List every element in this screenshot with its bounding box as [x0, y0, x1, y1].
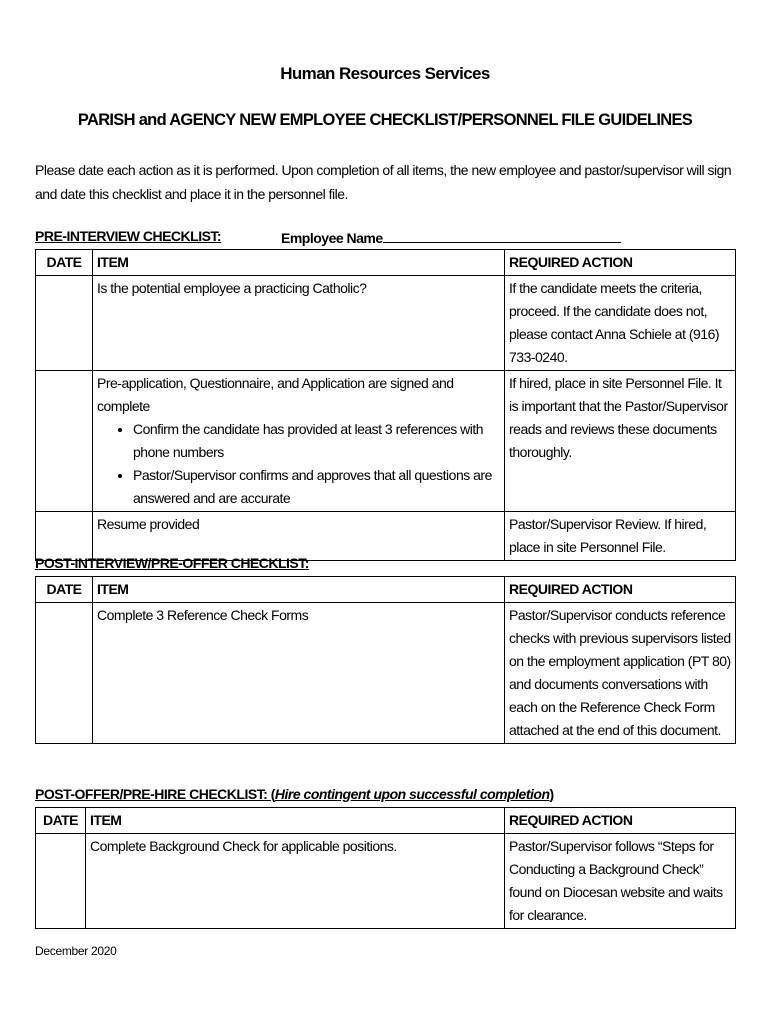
action-column-header: REQUIRED ACTION — [505, 808, 736, 834]
table-row — [36, 834, 736, 929]
date-column-header: DATE — [36, 808, 86, 834]
employee-name-field[interactable] — [281, 228, 621, 246]
action-column-header: REQUIRED ACTION — [505, 250, 736, 276]
date-cell[interactable] — [36, 371, 93, 512]
post-offer-table — [35, 807, 736, 929]
item-cell — [93, 371, 505, 512]
item-cell: Resume provided — [93, 512, 505, 561]
item-column-header: ITEM — [93, 577, 505, 603]
item-column-header: ITEM — [86, 808, 505, 834]
footer-date: December 2020 — [35, 944, 117, 958]
table-row — [36, 603, 736, 744]
date-cell[interactable] — [36, 603, 93, 744]
date-cell[interactable] — [36, 834, 86, 929]
date-cell[interactable] — [36, 512, 93, 561]
table-header-row — [36, 808, 736, 834]
employee-name-line[interactable] — [383, 228, 621, 243]
table-header-row — [36, 577, 736, 603]
post-interview-table — [35, 576, 736, 744]
pre-interview-table — [35, 249, 736, 561]
intro-paragraph: Please date each action as it is performed. Upon completion of all items, the new employee and pastor/supervisor will sign and date this checklist and place it in the personnel file. — [35, 162, 732, 202]
pre-interview-heading: PRE-INTERVIEW CHECKLIST: — [35, 228, 222, 244]
employee-name-label: Employee Name — [281, 230, 383, 246]
table-row — [36, 512, 736, 561]
post-offer-heading-note: Hire contingent upon successful completion — [274, 786, 550, 802]
item-text: Pre-application, Questionnaire, and Application are signed and complete — [97, 375, 454, 414]
item-cell: Is the potential employee a practicing Catholic? — [93, 276, 505, 371]
date-cell[interactable] — [36, 276, 93, 371]
post-offer-heading-text: POST-OFFER/PRE-HIRE CHECKLIST: ( — [35, 786, 275, 802]
page-title: Human Resources Services — [280, 64, 490, 83]
date-column-header: DATE — [36, 577, 93, 603]
date-column-header: DATE — [36, 250, 93, 276]
post-offer-heading — [35, 786, 554, 802]
item-cell: Complete Background Check for applicable positions. — [86, 834, 505, 929]
item-bullet-list — [97, 418, 500, 510]
post-offer-heading-close: ) — [549, 786, 554, 802]
list-item: • Confirm the candidate has provided at least 3 references with phone numbers — [133, 418, 500, 464]
action-column-header: REQUIRED ACTION — [505, 577, 736, 603]
page-subtitle: PARISH and AGENCY NEW EMPLOYEE CHECKLIST/PERSONNEL FILE GUIDELINES — [77, 111, 693, 129]
item-column-header: ITEM — [93, 250, 505, 276]
action-cell: Pastor/Supervisor follows “Steps for Conducting a Background Check” found on Diocesan website and waits for clearance. — [505, 834, 736, 929]
item-cell: Complete 3 Reference Check Forms — [93, 603, 505, 744]
action-cell: Pastor/Supervisor conducts reference checks with previous supervisors listed on the employment application (PT 80) and documents conversations with each on the Reference Check Form attached at the end of this document. — [505, 603, 736, 744]
action-cell: If the candidate meets the criteria, proceed. If the candidate does not, please contact Anna Schiele at (916) 733-0240. — [505, 276, 736, 371]
action-cell: Pastor/Supervisor Review. If hired, place in site Personnel File. — [505, 512, 736, 561]
list-item: • Pastor/Supervisor confirms and approves that all questions are answered and are accurate — [133, 464, 500, 510]
table-row — [36, 371, 736, 512]
post-interview-heading: POST-INTERVIEW/PRE-OFFER CHECKLIST: — [35, 555, 309, 571]
action-cell: If hired, place in site Personnel File. It is important that the Pastor/Supervisor reads and reviews these documents thoroughly. — [505, 371, 736, 512]
table-row — [36, 276, 736, 371]
table-header-row — [36, 250, 736, 276]
